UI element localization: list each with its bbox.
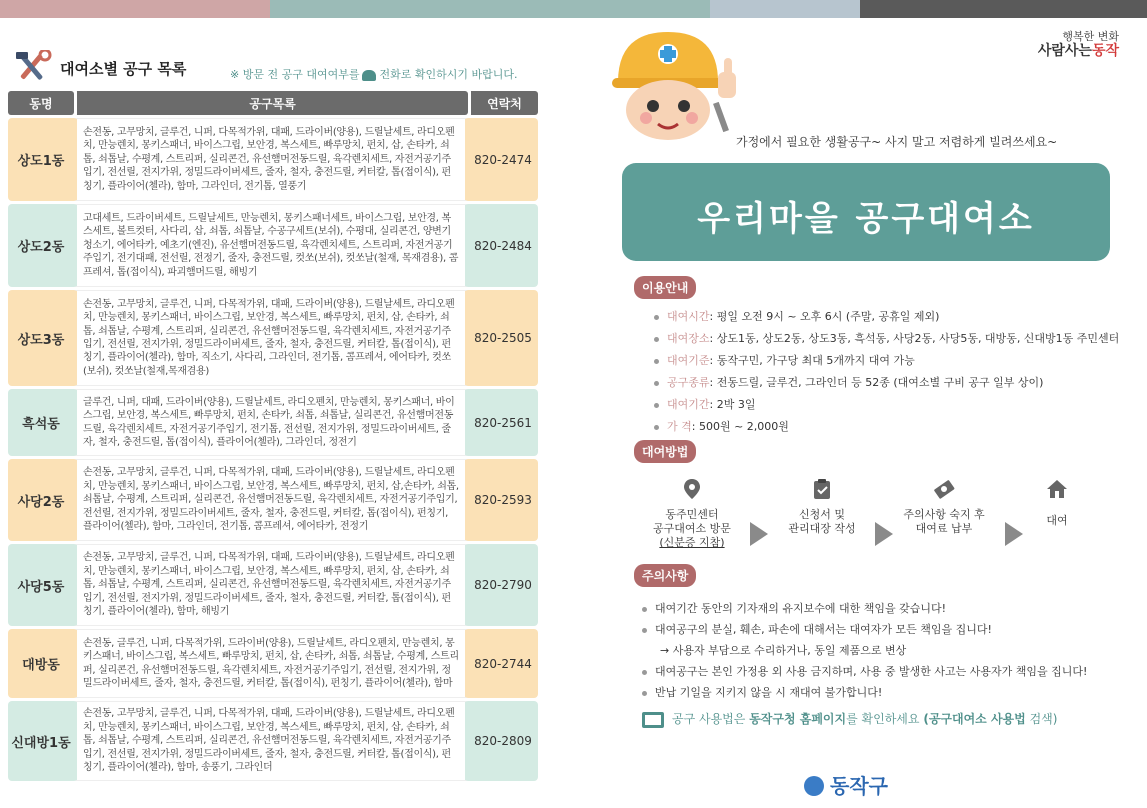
list-item: → 사용자 부담으로 수리하거나, 동일 제품으로 변상 (660, 644, 907, 657)
info-value: : 전동드릴, 글루건, 그라인더 등 52종 (대여소별 구비 공구 일부 상이) (709, 376, 1044, 389)
info-key: 가 격 (667, 420, 692, 433)
step-line: 공구대여소 방문 (653, 522, 731, 535)
info-key: 대여기간 (667, 398, 710, 411)
usage-text: 검색) (1029, 712, 1058, 726)
info-key: 대여장소 (667, 332, 710, 345)
worker-mascot-icon (598, 22, 743, 152)
call-notice (230, 66, 517, 82)
step-rental (1007, 478, 1107, 528)
top-color-strip-2 (270, 0, 710, 18)
call-notice-pre: ※ 방문 전 공구 대여여부를 (230, 68, 360, 81)
top-color-strip-3 (710, 0, 860, 18)
row-tel: 820-2593 (468, 459, 538, 541)
banner-title: 우리마을 공구대여소 (697, 199, 1035, 239)
row-tools: 손전동, 고무망치, 글루건, 니퍼, 다목적가위, 대패, 드라이버(양용), 드릴날세트, 라디오펜치, 만능렌치, 몽키스패너, 바이스그립, 보안경, 복스세트, 빠루망치, 펀치, 삽, 손타카, 쇠톱, 쇠톱날, 수평계, 스트리퍼, 실리콘건, 유선햄머전동드릴, 육각렌치세트, 자전거공기주입기, 전선릴, 전지가위, 정밀드라이버세트, 줄자, 철자, 충전드릴, 커터칼, 톱(접이식), 펀칭기, 플라이어(첼라), 함마, 그라인더, 전기톱, 열풍기 (74, 118, 468, 201)
top-color-strip-4 (860, 0, 1147, 18)
info-value: : 동작구민, 가구당 최대 5개까지 대여 가능 (709, 354, 915, 367)
table-row (8, 118, 538, 201)
usage-info-list (654, 306, 1119, 438)
info-key: 공구종류 (667, 376, 710, 389)
info-value: : 2박 3일 (709, 398, 756, 411)
step-line: (신분증 지참) (659, 536, 725, 549)
usage-text: 공구 사용법은 (672, 712, 746, 726)
tool-list-title: 대여소별 공구 목록 (60, 60, 187, 78)
step-payment (894, 478, 994, 536)
top-color-strip-1 (0, 0, 270, 18)
call-notice-post: 전화로 확인하시기 바랍니다. (379, 68, 518, 81)
list-item: 대여기간 동안의 기자재의 유지보수에 대한 책임을 갖습니다! (642, 598, 1087, 619)
info-key: 대여기준 (667, 354, 710, 367)
dongjak-emblem-icon (804, 776, 824, 796)
list-item: 대여공구의 분실, 훼손, 파손에 대해서는 대여자가 모든 책임을 집니다! (642, 619, 1087, 640)
usage-section-pill: 이용안내 (634, 276, 696, 299)
step-visit (642, 478, 742, 550)
row-dong: 사당2동 (8, 459, 74, 541)
dongjak-logo (804, 770, 888, 799)
slogan-big-a: 사람사는 (1037, 43, 1092, 59)
table-row (8, 701, 538, 781)
usage-link[interactable]: 동작구청 홈페이지 (749, 712, 847, 726)
step-line: 동주민센터 (665, 508, 719, 521)
money-bill-icon (933, 478, 955, 500)
row-tools: 글루건, 니퍼, 대패, 드라이버(양용), 드릴날세트, 라디오펜치, 만능렌치, 몽키스패너, 바이스그립, 보안경, 복스세트, 빠루망치, 펀치, 손타카, 쇠톱, 쇠톱날, 실리콘건, 유선햄머전동드릴, 육각렌치세트, 자전거공기주입기, 전기톱, 전선릴, 전지가위, 정밀드라이버세트, 줄자, 철자, 충전드릴, 톱(접이식), 플라이어(첼라), 그라인더, 정전기 (74, 389, 468, 456)
col-tel: 연락처 (468, 91, 538, 115)
info-panel (580, 18, 1147, 808)
list-item (654, 372, 1119, 394)
table-row (8, 544, 538, 626)
table-row (8, 459, 538, 541)
slogan-logo (1038, 30, 1119, 58)
step-line: 관리대장 작성 (788, 522, 856, 535)
row-dong: 신대방1동 (8, 701, 74, 781)
table-row (8, 629, 538, 698)
row-tel: 820-2809 (468, 701, 538, 781)
row-tools: 고대세트, 드라이버세트, 드릴날세트, 만능렌치, 몽키스패너세트, 바이스그립, 보안경, 복스세트, 볼트컷터, 사다리, 삽, 쇠톱, 쇠톱날, 수공구세트(보쉬), 수평대, 실리콘건, 양변기청소기, 에어타카, 예초기(엔진), 유선햄머전동드릴, 육각렌치세트, 스트리퍼, 자전거공기주입기, 전기대패, 전선릴, 전정기, 줄자, 충전드릴, 컷쏘(보쉬), 컷쏘날(철재, 목재겸용), 콤프레셔, 톱(접이식), 파괴햄머드릴, 해빙기 (74, 204, 468, 287)
col-tools: 공구목록 (74, 91, 468, 115)
col-dong: 동명 (8, 91, 74, 115)
table-row (8, 204, 538, 287)
list-item (654, 306, 1119, 328)
step-line: 주의사항 숙지 후 (903, 508, 985, 521)
step-arrow-icon (875, 522, 893, 546)
slogan-small: 행복한 변화 (1062, 30, 1119, 43)
row-tools: 손전동, 고무망치, 글루건, 니퍼, 다목적가위, 대패, 드라이버(양용), 드릴날세트, 라디오펜치, 만능렌치, 몽키스패너, 바이스그립, 보안경, 복스세트, 빠루망치, 펀치, 삽, 손타카, 쇠톱, 쇠톱날, 수평계, 스트리퍼, 실리콘건, 유선햄머전동드릴, 육각렌치세트, 자전거공기주입기, 전선릴, 전지가위, 정밀드라이버세트, 줄자, 철자, 충전드릴, 커터칼, 톱(접이식), 펀칭기, 플라이어(첼라), 함마, 송풍기, 그라인더 (74, 701, 468, 781)
phone-icon (362, 70, 376, 81)
info-key: 대여시간 (667, 310, 710, 323)
row-dong: 상도3동 (8, 290, 74, 386)
caution-list (642, 598, 1087, 703)
tool-table-header-row (8, 91, 538, 115)
list-item: 대여공구는 본인 가정용 외 사용 금지하며, 사용 중 발생한 사고는 사용자가 책임을 집니다! (642, 661, 1087, 682)
usage-guide-note (642, 710, 1057, 728)
tool-list-header (8, 40, 538, 88)
rental-steps (642, 478, 1112, 568)
step-arrow-icon (750, 522, 768, 546)
row-tel: 820-2505 (468, 290, 538, 386)
info-value: : 500원 ~ 2,000원 (691, 420, 789, 433)
footer-text: 동작구 (830, 774, 888, 798)
list-item: 반납 기일을 지키지 않을 시 재대여 불가합니다! (642, 682, 1087, 703)
clipboard-check-icon (811, 478, 833, 500)
table-row (8, 290, 538, 386)
row-tel: 820-2790 (468, 544, 538, 626)
usage-text: (공구대여소 사용법 (923, 712, 1026, 726)
row-dong: 상도2동 (8, 204, 74, 287)
row-tools: 손전동, 글루건, 니퍼, 다목적가위, 드라이버(양용), 드릴날세트, 라디오펜치, 만능렌치, 몽키스패너, 바이스그립, 복스세트, 빠루망치, 펀치, 삽, 손타카, 쇠톱, 쇠톱날, 수평계, 스트리퍼, 실리콘건, 유선햄머전동드릴, 육각렌치세트, 자전거공기주입기, 전선릴, 전지가위, 정밀드라이버세트, 줄자, 철자, 충전드릴, 커터칼, 톱(접이식), 펀칭기, 플라이어(첼라), 함마 (74, 629, 468, 698)
slogan-big-b: 동작 (1091, 43, 1119, 59)
caution-section-pill: 주의사항 (634, 564, 696, 587)
slogan-big (1038, 44, 1119, 58)
hero-banner (622, 163, 1110, 261)
row-tools: 손전동, 고무망치, 글루건, 니퍼, 다목적가위, 대패, 드라이버(양용), 드릴날세트, 라디오펜치, 만능렌치, 몽키스패너, 바이스그립, 보안경, 복스세트, 빠루망치, 펀치, 삽,손타카, 쇠톱, 쇠톱날, 수평계, 스트리퍼, 실리콘건, 유선햄머전동드릴, 육각렌치세트, 자전거공기주입기, 전선릴, 전지가위, 정밀드라이버세트, 줄자, 철자, 충전드릴, 커터칼, 톱(접이식), 펀칭기, 플라이어(첼라), 함마, 그라인더, 전기톱, 콤프레셔, 에어타카, 전정기 (74, 459, 468, 541)
table-row (8, 389, 538, 456)
row-dong: 상도1동 (8, 118, 74, 201)
info-value: : 상도1동, 상도2동, 상도3동, 흑석동, 사당2동, 사당5동, 대방동, 신대방1동 주민센터 (709, 332, 1120, 345)
method-section-pill: 대여방법 (634, 440, 696, 463)
wrench-hammer-icon (12, 50, 52, 84)
row-tel: 820-2561 (468, 389, 538, 456)
list-item (654, 328, 1119, 350)
tool-list-panel (8, 40, 538, 784)
list-item (654, 416, 1119, 438)
step-form (772, 478, 872, 536)
info-value: : 평일 오전 9시 ~ 오후 6시 (주말, 공휴일 제외) (709, 310, 940, 323)
list-item (654, 350, 1119, 372)
row-dong: 사당5동 (8, 544, 74, 626)
row-tel: 820-2744 (468, 629, 538, 698)
row-tools: 손전동, 고무망치, 글루건, 니퍼, 다목적가위, 대패, 드라이버(양용), 드릴날세트, 라디오펜치, 만능렌치, 몽키스패너, 바이스그립, 보안경, 복스세트, 빠루망치, 펀치, 삽, 손타카, 쇠톱, 쇠톱날, 수평계, 스트리퍼, 실리콘건, 유선햄머전동드릴, 육각렌치세트, 자전거공기주입기, 전선릴, 전지가위, 정밀드라이버세트, 줄자, 철자, 충전드릴, 커터칼, 톱(접이식), 펀칭기, 플라이어(첼라), 함마, 해빙기 (74, 544, 468, 626)
usage-text: 를 확인하세요 (846, 712, 920, 726)
tool-table (8, 88, 538, 784)
list-item (654, 394, 1119, 416)
step-line: 대여 (1046, 514, 1068, 527)
monitor-icon (642, 712, 664, 728)
tagline: 가정에서 필요한 생활공구~ 사지 말고 저렴하게 빌려쓰세요~ (736, 135, 1058, 149)
row-dong: 흑석동 (8, 389, 74, 456)
row-tel: 820-2474 (468, 118, 538, 201)
row-tel: 820-2484 (468, 204, 538, 287)
step-line: 대여료 납부 (915, 522, 973, 535)
house-icon (1046, 478, 1068, 500)
row-dong: 대방동 (8, 629, 74, 698)
step-line: 신청서 및 (798, 508, 845, 521)
location-pin-icon (681, 478, 703, 500)
row-tools: 손전동, 고무망치, 글루건, 니퍼, 다목적가위, 대패, 드라이버(양용), 드릴날세트, 라디오펜치, 만능렌치, 몽키스패너, 바이스그립, 보안경, 복스세트, 빠루망치, 펀치, 삽, 손타카, 쇠톱, 쇠톱날, 수평계, 스트리퍼, 실리콘건, 유선햄머전동드릴, 육각렌치세트, 자전거공기주입기, 전선릴, 전지가위, 정밀드라이버세트, 줄자, 철자, 충전드릴, 커터칼, 톱(접이식), 펀칭기, 플라이어(첼라), 함마, 직소기, 사다리, 그라인더, 전기톱, 콤프레셔, 에어타카, 컷쏘(보쉬), 컷쏘날(철재,목재겸용) (74, 290, 468, 386)
